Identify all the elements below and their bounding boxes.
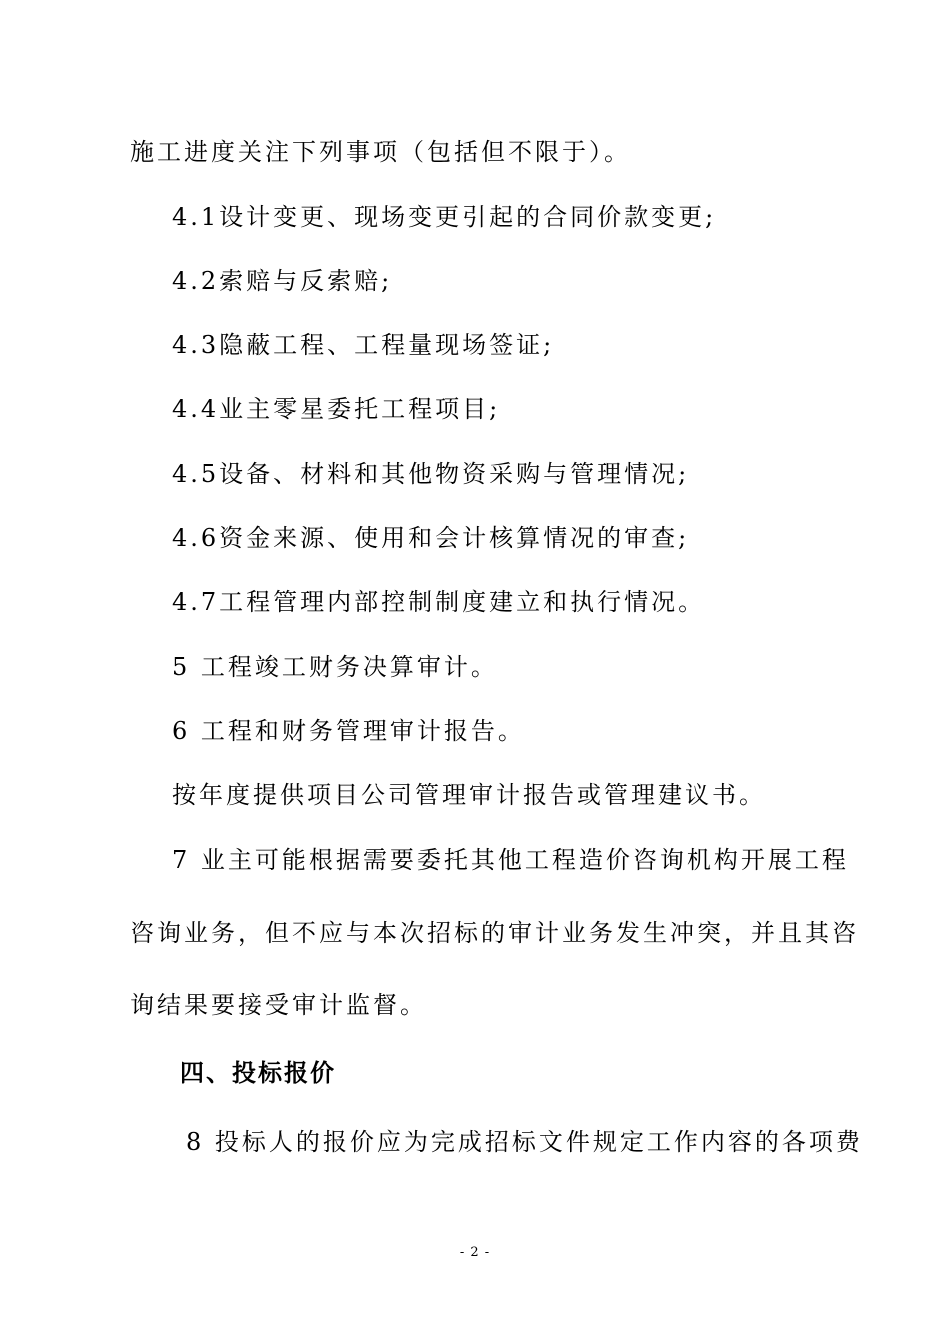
section-heading: 四、投标报价 bbox=[180, 1059, 336, 1087]
paragraph-line: 按年度提供项目公司管理审计报告或管理建议书。 bbox=[172, 781, 766, 809]
paragraph-line: 7 业主可能根据需要委托其他工程造价咨询机构开展工程 bbox=[172, 846, 849, 874]
list-item: 4.5设备、材料和其他物资采购与管理情况; bbox=[172, 460, 690, 488]
list-item: 4.1设计变更、现场变更引起的合同价款变更; bbox=[172, 203, 717, 231]
paragraph-line: 咨询业务，但不应与本次招标的审计业务发生冲突，并且其咨 bbox=[130, 919, 859, 947]
list-item: 6 工程和财务管理审计报告。 bbox=[172, 717, 525, 745]
paragraph-line: 8 投标人的报价应为完成招标文件规定工作内容的各项费 bbox=[186, 1128, 863, 1156]
page-number: - 2 - bbox=[459, 1245, 491, 1260]
paragraph-line: 询结果要接受审计监督。 bbox=[130, 991, 427, 1019]
list-item: 4.7工程管理内部控制制度建立和执行情况。 bbox=[172, 588, 706, 616]
list-item: 4.4业主零星委托工程项目; bbox=[172, 395, 501, 423]
list-item: 4.3隐蔽工程、工程量现场签证; bbox=[172, 331, 555, 359]
list-item: 4.6资金来源、使用和会计核算情况的审查; bbox=[172, 524, 690, 552]
paragraph-line: 施工进度关注下列事项（包括但不限于）。 bbox=[130, 138, 631, 166]
list-item: 4.2索赔与反索赔; bbox=[172, 267, 393, 295]
list-item: 5 工程竣工财务决算审计。 bbox=[172, 653, 498, 681]
